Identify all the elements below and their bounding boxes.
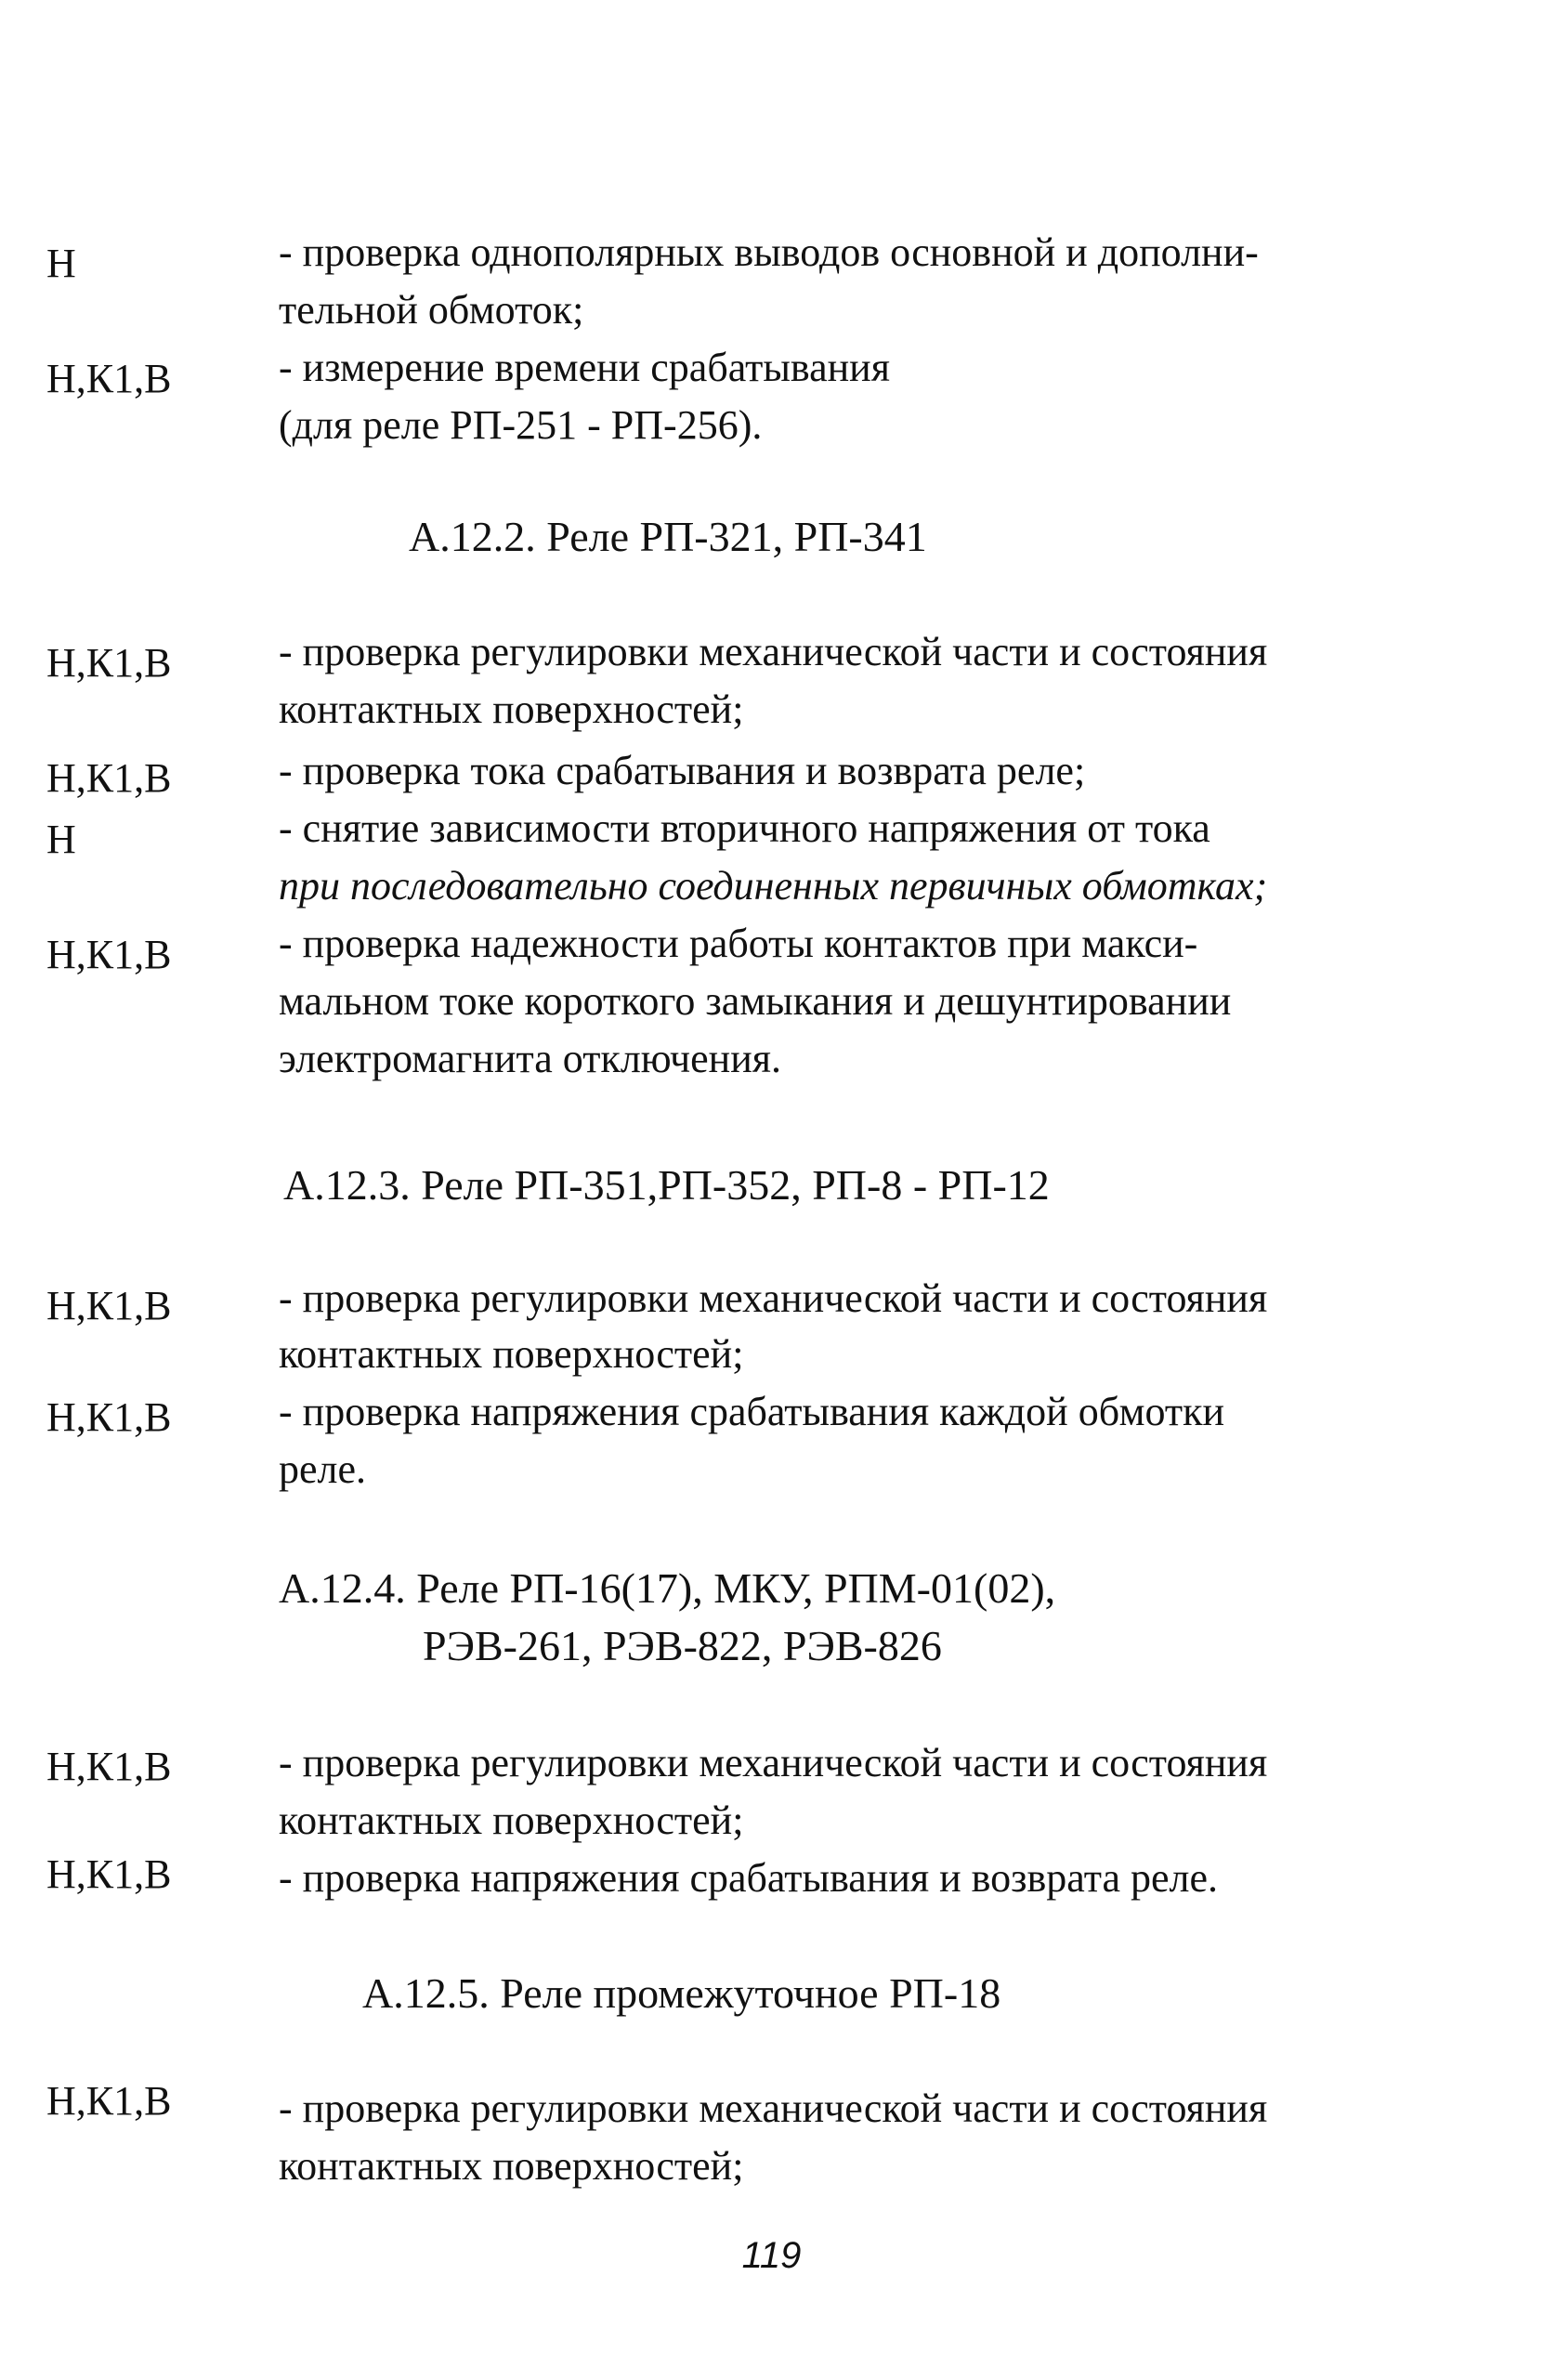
check-text: - проверка тока срабатывания и возврата реле; <box>279 748 1086 793</box>
check-text: - снятие зависимости вторичного напряжения от тока <box>279 805 1210 851</box>
check-text: мальном токе короткого замыкания и дешунтировании <box>279 978 1232 1024</box>
page-number: 119 <box>741 2235 802 2276</box>
check-text: контактных поверхностей; <box>279 2143 744 2189</box>
check-code: Н,К1,В <box>46 1283 172 1328</box>
check-text: - проверка однополярных выводов основной и дополни- <box>279 229 1259 275</box>
check-text: тельной обмоток; <box>279 287 584 333</box>
check-code: Н,К1,В <box>46 356 172 401</box>
check-text: - проверка регулировки механической части и состояния <box>279 629 1268 674</box>
check-code: Н <box>46 241 76 286</box>
check-text: реле. <box>279 1446 367 1492</box>
check-text: контактных поверхностей; <box>279 1798 744 1843</box>
check-code: Н,К1,В <box>46 755 172 801</box>
check-text: (для реле РП-251 - РП-256). <box>279 402 763 448</box>
check-code: Н,К1,В <box>46 1851 172 1897</box>
check-text: контактных поверхностей; <box>279 687 744 732</box>
check-text: при последовательно соединенных первичных обмотках; <box>279 863 1268 909</box>
check-text: - проверка напряжения срабатывания и возврата реле. <box>279 1855 1219 1901</box>
check-code: Н,К1,В <box>46 2078 172 2124</box>
check-code: Н,К1,В <box>46 1744 172 1789</box>
section-heading: А.12.4. Реле РП-16(17), МКУ, РПМ-01(02), <box>279 1564 1056 1612</box>
section-heading: А.12.2. Реле РП-321, РП-341 <box>409 513 927 560</box>
check-code: Н,К1,В <box>46 1394 172 1440</box>
check-text: - проверка регулировки механической части и состояния <box>279 1275 1268 1321</box>
check-text: - проверка напряжения срабатывания каждой обмотки <box>279 1389 1225 1434</box>
check-text: - проверка надежности работы контактов при макси- <box>279 921 1198 966</box>
check-code: Н,К1,В <box>46 932 172 977</box>
section-heading: РЭВ-261, РЭВ-822, РЭВ-826 <box>423 1622 942 1669</box>
check-text: - измерение времени срабатывания <box>279 345 890 390</box>
check-code: Н <box>46 817 76 862</box>
section-heading: А.12.3. Реле РП-351,РП-352, РП-8 - РП-12 <box>283 1161 1050 1209</box>
check-text: электромагнита отключения. <box>279 1036 781 1081</box>
check-text: контактных поверхностей; <box>279 1331 744 1377</box>
section-heading: А.12.5. Реле промежуточное РП-18 <box>362 1969 1001 2017</box>
check-text: - проверка регулировки механической части и состояния <box>279 2086 1268 2131</box>
check-text: - проверка регулировки механической части и состояния <box>279 1740 1268 1785</box>
check-code: Н,К1,В <box>46 640 172 686</box>
